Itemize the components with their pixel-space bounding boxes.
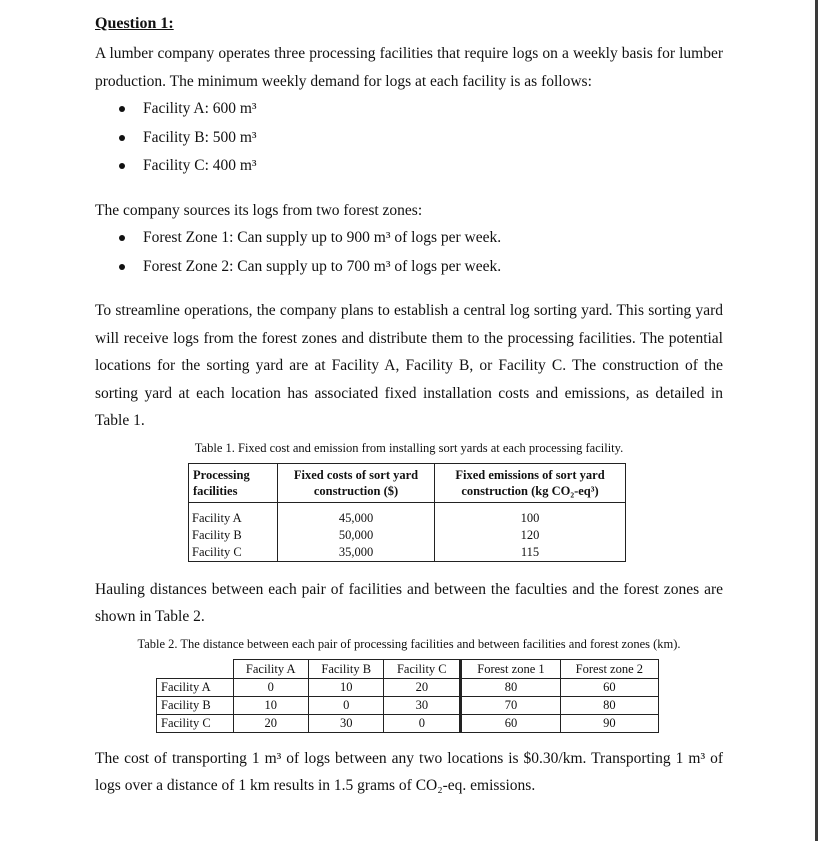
table2-row-label: Facility A <box>157 678 234 696</box>
table2-cell: 20 <box>233 714 308 732</box>
sorting-yard-paragraph: To streamline operations, the company plans to establish a central log sorting yard. This sorting yard will receive logs from the forest zones and distribute them to the processing facilities. The potential locations for the sorting yard are at Facility A, Facility B, or Facility C. The construction of the sorting yard at each location has associated fixed installation costs and emissions, as detailed in Table 1. <box>95 302 723 429</box>
table1-header-cost: Fixed costs of sort yard construction ($) <box>278 463 435 502</box>
table2-header-blank <box>157 659 234 678</box>
table1-cell-cost: 50,000 <box>278 527 435 544</box>
table1-cell-emissions: 120 <box>435 527 626 544</box>
table1-header-emissions: Fixed emissions of sort yard construction (kg CO₂-eq³) <box>435 463 626 502</box>
table2-cell: 90 <box>560 714 658 732</box>
table2-cell: 70 <box>461 696 561 714</box>
table2-cell: 0 <box>308 696 383 714</box>
document-page <box>95 12 723 800</box>
table1-cell-emissions: 100 <box>435 507 626 527</box>
table-row <box>189 527 626 544</box>
table2-cell: 80 <box>461 678 561 696</box>
intro-paragraph: A lumber company operates three processing facilities that require logs on a weekly basis for lumber production. The minimum weekly demand for logs at each facility is as follows: <box>95 45 723 90</box>
supply-item-zone-2: Forest Zone 2: Can supply up to 700 m³ of logs per week. <box>95 253 723 282</box>
demand-item-facility-c: Facility C: 400 m³ <box>95 152 723 181</box>
supply-item-zone-1: Forest Zone 1: Can supply up to 900 m³ of logs per week. <box>95 224 723 253</box>
hauling-paragraph: Hauling distances between each pair of facilities and between the faculties and the forest zones are shown in Table 2. <box>95 580 723 625</box>
table2-header-facility-b: Facility B <box>308 659 383 678</box>
table1-cell-cost: 45,000 <box>278 507 435 527</box>
table2-cell: 20 <box>384 678 461 696</box>
table1-fixed-costs <box>188 463 626 562</box>
table1-header-row <box>189 463 626 502</box>
table1-cell-facility: Facility A <box>189 507 278 527</box>
question-title: Question 1: <box>95 15 174 32</box>
demand-item-facility-b: Facility B: 500 m³ <box>95 124 723 153</box>
demand-item-facility-a: Facility A: 600 m³ <box>95 95 723 124</box>
table-row <box>157 678 659 696</box>
table2-cell: 0 <box>233 678 308 696</box>
table2-distances <box>156 659 659 733</box>
table2-cell: 80 <box>560 696 658 714</box>
table-row <box>157 696 659 714</box>
table1-cell-cost: 35,000 <box>278 544 435 562</box>
cost-paragraph: The cost of transporting 1 m³ of logs between any two locations is $0.30/km. Transporting 1 m³ of logs over a distance of 1 km results in 1.5 grams of CO₂-eq. emissions. <box>95 749 723 794</box>
sources-intro: The company sources its logs from two forest zones: <box>95 201 423 219</box>
table2-header-row <box>157 659 659 678</box>
table2-row-label: Facility C <box>157 714 234 732</box>
table2-cell: 30 <box>308 714 383 732</box>
table-row <box>157 714 659 732</box>
table2-cell: 0 <box>384 714 461 732</box>
table2-cell: 30 <box>384 696 461 714</box>
table2-row-label: Facility B <box>157 696 234 714</box>
table2-cell: 60 <box>461 714 561 732</box>
table2-cell: 60 <box>560 678 658 696</box>
demand-list <box>95 95 723 181</box>
table1-header-facility: Processing facilities <box>189 463 278 502</box>
supply-list <box>95 224 723 281</box>
table2-header-forest-zone-2: Forest zone 2 <box>560 659 658 678</box>
table2-header-forest-zone-1: Forest zone 1 <box>461 659 561 678</box>
table2-cell: 10 <box>308 678 383 696</box>
table2-cell: 10 <box>233 696 308 714</box>
table2-caption: Table 2. The distance between each pair of processing facilities and between facilities and forest zones (km). <box>137 636 681 651</box>
table-row <box>189 507 626 527</box>
table2-header-facility-c: Facility C <box>384 659 461 678</box>
table1-cell-emissions: 115 <box>435 544 626 562</box>
table-row <box>189 544 626 562</box>
table1-cell-facility: Facility B <box>189 527 278 544</box>
table2-header-facility-a: Facility A <box>233 659 308 678</box>
table1-cell-facility: Facility C <box>189 544 278 562</box>
table1-caption: Table 1. Fixed cost and emission from installing sort yards at each processing facility. <box>194 440 624 455</box>
